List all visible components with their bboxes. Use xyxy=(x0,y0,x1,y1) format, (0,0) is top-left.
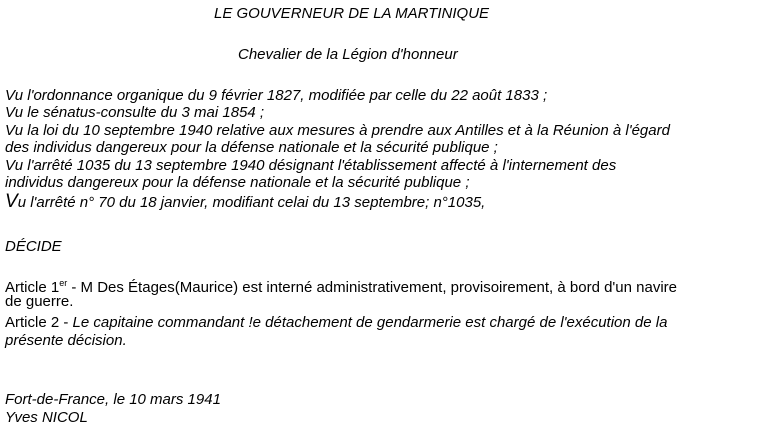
article-2-text: Le capitaine commandant !e détachement de gendarmerie est chargé de l'exécution de la xyxy=(72,314,668,331)
consideration-line: Vu l'arrêté 1035 du 13 septembre 1940 désignant l'établissement affecté à l'internement des xyxy=(5,157,617,174)
consideration-line: Vu la loi du 10 septembre 1940 relative aux mesures à prendre aux Antilles et à la Réunion à l'égard xyxy=(5,122,670,139)
consideration-line xyxy=(5,193,485,211)
consideration-line: des individus dangereux pour la défense nationale et la sécurité publique ; xyxy=(5,139,498,156)
signature-name: Yves NICOL xyxy=(5,409,88,426)
article-1-continuation: de guerre. xyxy=(5,293,74,310)
article-2-label: Article 2 xyxy=(5,314,60,331)
article-2-separator: - xyxy=(59,314,73,331)
article-1 xyxy=(5,275,677,296)
article-1-text: M Des Étages(Maurice) est interné administrativement, provisoirement, à bord d'un navire xyxy=(80,279,678,296)
decision-heading: DÉCIDE xyxy=(5,238,62,255)
consideration-line: individus dangereux pour la défense nationale et la sécurité publique ; xyxy=(5,174,470,191)
article-2-continuation: présente décision. xyxy=(5,332,127,349)
signature-place-date: Fort-de-France, le 10 mars 1941 xyxy=(5,391,221,408)
consideration-initial: V xyxy=(5,191,18,212)
article-2 xyxy=(5,314,667,331)
article-1-superscript: er xyxy=(59,278,68,288)
consideration-text: u l'arrêté n° 70 du 18 janvier, modifiant celai du 13 septembre; n°1035, xyxy=(17,194,486,211)
consideration-line: Vu le sénatus-consulte du 3 mai 1854 ; xyxy=(5,104,265,121)
article-1-separator: - xyxy=(67,279,81,296)
article-1-label: Article 1 xyxy=(5,279,60,296)
document-title: LE GOUVERNEUR DE LA MARTINIQUE xyxy=(214,5,490,22)
consideration-line: Vu l'ordonnance organique du 9 février 1827, modifiée par celle du 22 août 1833 ; xyxy=(5,87,548,104)
document-subtitle: Chevalier de la Légion d'honneur xyxy=(238,46,458,63)
